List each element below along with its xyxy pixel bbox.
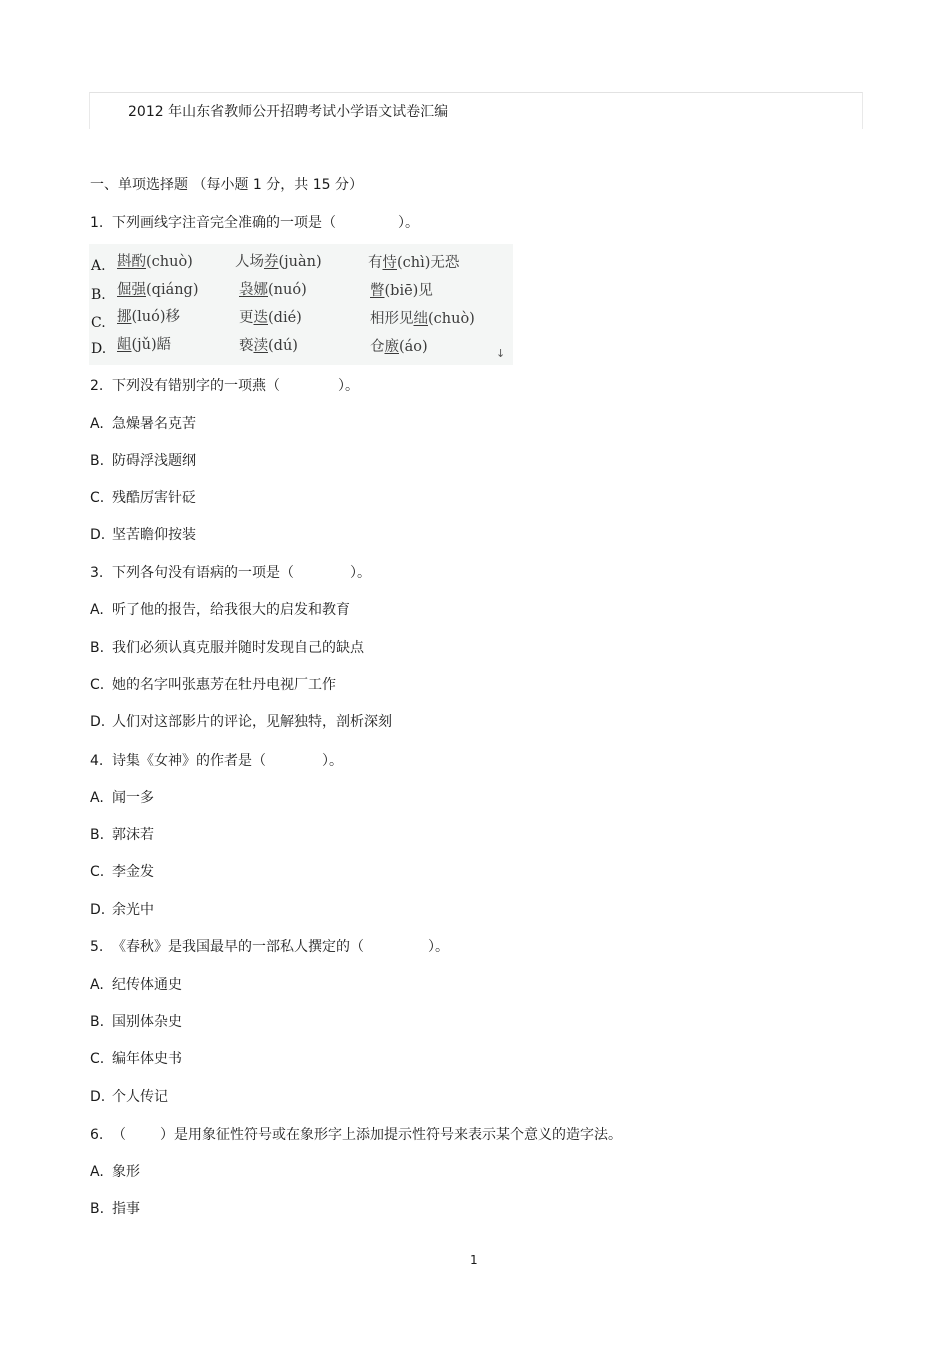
question-6 xyxy=(90,1126,622,1144)
question-3 xyxy=(90,564,371,582)
option-d-item-3: 仓廒(áo) xyxy=(370,339,428,355)
question-text: 下列画线字注音完全准确的一项是（ xyxy=(112,215,336,231)
option-c-item-3: 相形见绌(chuò) xyxy=(370,311,475,327)
option-letter: B. xyxy=(91,287,106,303)
option-b-item-2: 袅娜(nuó) xyxy=(239,282,307,298)
pinyin-options-image xyxy=(89,244,513,365)
section-heading: 一、单项选择题 （每小题 1 分，共 15 分） xyxy=(90,177,363,193)
option-line: D. 人们对这部影片的评论，见解独特，剖析深刻 xyxy=(90,714,392,730)
option-line: A. 闻一多 xyxy=(90,790,154,806)
option-line: C. 她的名字叫张惠芳在牡丹电视厂工作 xyxy=(90,677,336,693)
question-text: 《春秋》是我国最早的一部私人撰定的（ xyxy=(112,939,364,955)
question-number: 4. xyxy=(90,753,104,769)
option-line: D. 坚苦瞻仰按装 xyxy=(90,527,196,543)
option-b-item-1: 倔强(qiáng) xyxy=(117,282,199,298)
option-letter: A. xyxy=(91,258,106,274)
document-title: 2012 年山东省教师公开招聘考试小学语文试卷汇编 xyxy=(128,104,449,120)
option-line: C. 编年体史书 xyxy=(90,1051,182,1067)
question-5 xyxy=(90,938,449,956)
page-number: 1 xyxy=(470,1253,478,1267)
question-number: 6. xyxy=(90,1127,104,1143)
title-header xyxy=(89,92,863,129)
option-line: C. 李金发 xyxy=(90,864,154,880)
question-end: ）。 xyxy=(428,939,449,955)
paragraph-arrow-icon: ↓ xyxy=(496,347,506,360)
option-line: A. 急燥暑名克苦 xyxy=(90,416,196,432)
question-number: 5. xyxy=(90,939,104,955)
option-a-item-3: 有恃(chì)无恐 xyxy=(368,255,460,271)
question-end: ）。 xyxy=(398,215,419,231)
option-line: A. 纪传体通史 xyxy=(90,977,182,993)
question-text: 下列没有错别字的一项燕（ xyxy=(112,378,280,394)
option-letter: C. xyxy=(91,315,106,331)
option-line: B. 指事 xyxy=(90,1201,140,1217)
option-letter: D. xyxy=(91,341,107,357)
option-a-item-1: 斟酌(chuò) xyxy=(117,254,193,270)
option-line: D. 个人传记 xyxy=(90,1089,168,1105)
option-d-item-1: 龃(jǔ)龉 xyxy=(117,337,172,353)
option-line: B. 防碍浮浅题纲 xyxy=(90,453,196,469)
option-a-item-2: 人场券(juàn) xyxy=(235,254,322,270)
option-b-item-3: 瞥(biē)见 xyxy=(370,283,433,299)
question-number: 2. xyxy=(90,378,104,394)
question-end: ）。 xyxy=(322,753,343,769)
option-line: C. 残酷厉害针砭 xyxy=(90,490,196,506)
question-number: 3. xyxy=(90,565,104,581)
option-line: B. 我们必须认真克服并随时发现自己的缺点 xyxy=(90,640,364,656)
question-number: 1. xyxy=(90,215,104,231)
question-text: 诗集《女神》的作者是（ xyxy=(112,753,266,769)
option-line: A. 听了他的报告，给我很大的启发和教育 xyxy=(90,602,350,618)
question-end: ）。 xyxy=(350,565,371,581)
option-line: D. 余光中 xyxy=(90,902,154,918)
question-text: （ xyxy=(112,1127,126,1143)
option-c-item-2: 更迭(dié) xyxy=(239,310,302,326)
option-c-item-1: 挪(luó)移 xyxy=(117,309,181,325)
question-1 xyxy=(90,214,419,232)
question-end: ）。 xyxy=(338,378,359,394)
question-end: ）是用象征性符号或在象形字上添加提示性符号来表示某个意义的造字法。 xyxy=(160,1127,622,1143)
option-line: A. 象形 xyxy=(90,1164,140,1180)
question-text: 下列各句没有语病的一项是（ xyxy=(112,565,294,581)
question-4 xyxy=(90,752,343,770)
option-line: B. 郭沫若 xyxy=(90,827,154,843)
question-2 xyxy=(90,377,359,395)
option-d-item-2: 亵渎(dú) xyxy=(239,338,298,354)
option-line: B. 国别体杂史 xyxy=(90,1014,182,1030)
